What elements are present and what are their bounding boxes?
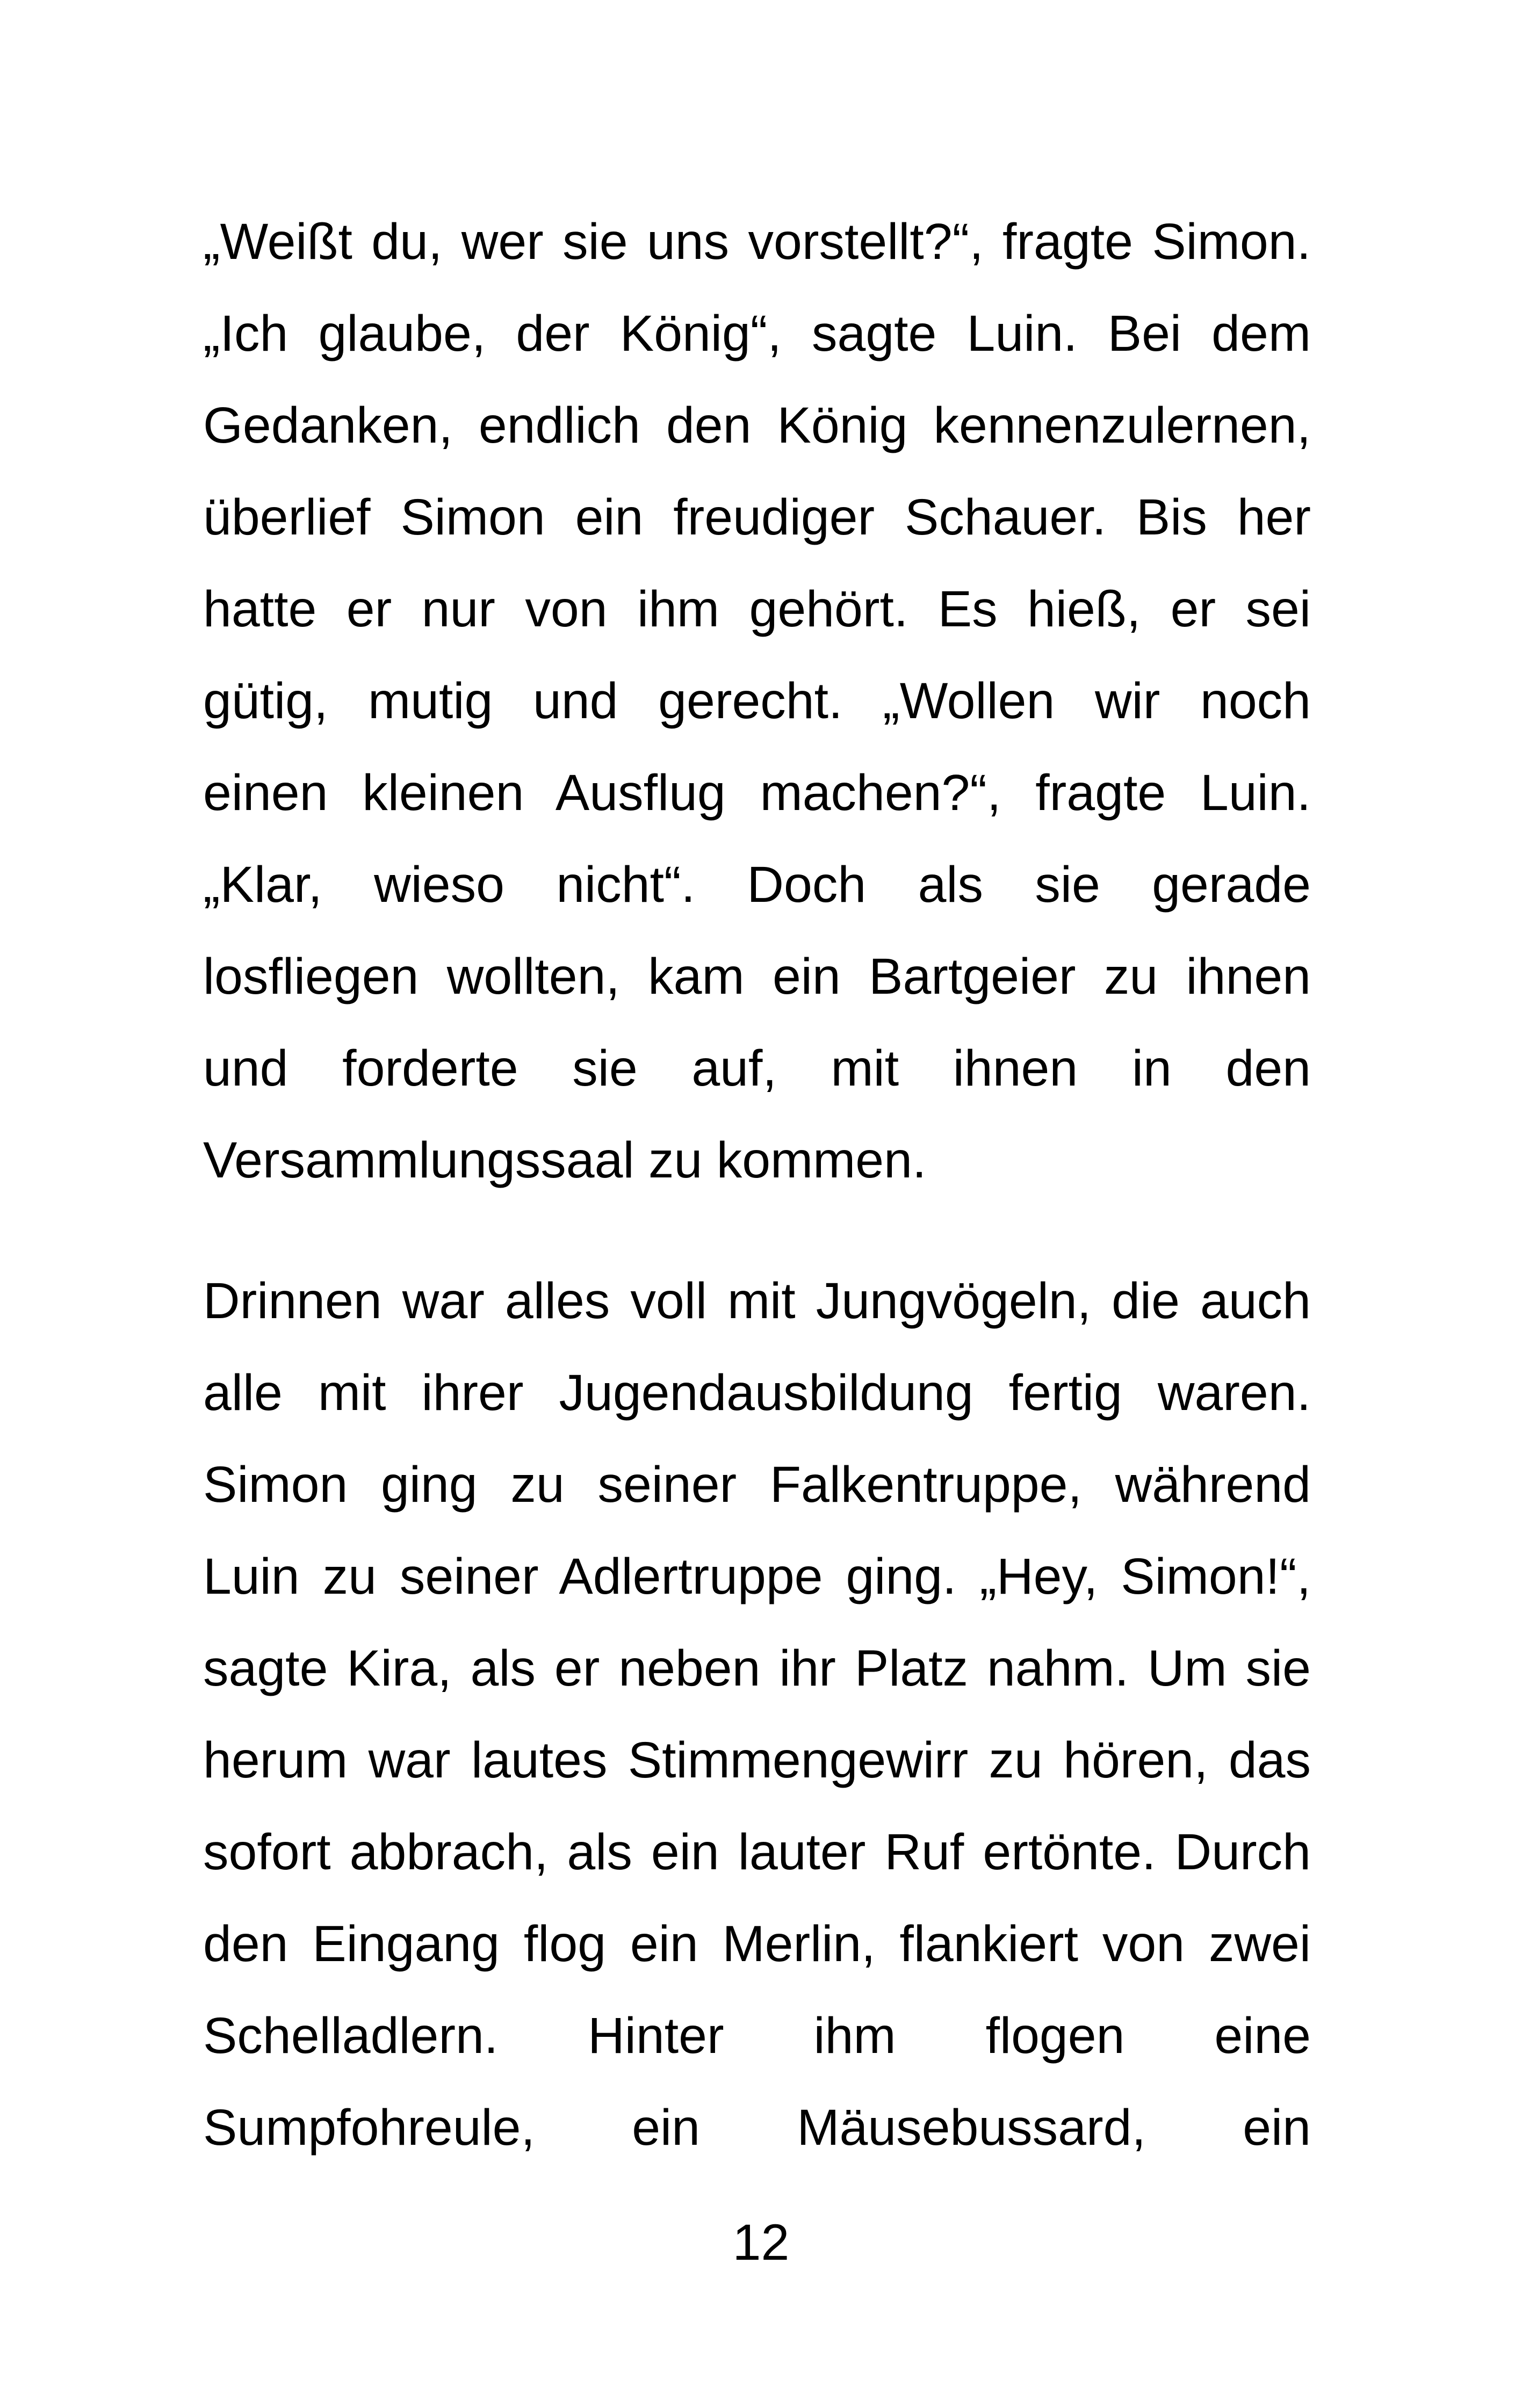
text-line: und forderte sie auf, mit ihnen in den	[203, 1040, 1311, 1097]
text-line: losfliegen wollten, kam ein Bartgeier zu ihnen	[203, 948, 1311, 1005]
paragraph-1	[203, 196, 1311, 1206]
text-line: Versammlungssaal zu kommen.	[203, 1132, 927, 1189]
page-number: 12	[732, 2214, 790, 2271]
text-line: „Weißt du, wer sie uns vorstellt?“, fragte Simon.	[203, 213, 1311, 270]
text-line: herum war lautes Stimmengewirr zu hören, das	[203, 1732, 1311, 1789]
text-line: sagte Kira, als er neben ihr Platz nahm. Um sie	[203, 1640, 1311, 1697]
text-line: gütig, mutig und gerecht. „Wollen wir noch	[203, 672, 1311, 729]
text-line: Sumpfohreule, ein Mäusebussard, ein	[203, 2099, 1311, 2156]
text-line: Simon ging zu seiner Falkentruppe, während	[203, 1456, 1311, 1513]
text-line: Luin zu seiner Adlertruppe ging. „Hey, Simon!“,	[203, 1548, 1311, 1605]
text-line: überlief Simon ein freudiger Schauer. Bis her	[203, 489, 1311, 546]
text-line: einen kleinen Ausflug machen?“, fragte Luin.	[203, 764, 1311, 821]
text-line: Drinnen war alles voll mit Jungvögeln, die auch	[203, 1272, 1311, 1329]
text-line: den Eingang flog ein Merlin, flankiert von zwei	[203, 1915, 1311, 1972]
text-line: hatte er nur von ihm gehört. Es hieß, er sei	[203, 581, 1311, 638]
text-line: „Klar, wieso nicht“. Doch als sie gerade	[203, 856, 1311, 913]
paragraph-2	[203, 1255, 1311, 2174]
text-line: sofort abbrach, als ein lauter Ruf ertönte. Durch	[203, 1824, 1311, 1881]
text-line: alle mit ihrer Jugendausbildung fertig waren.	[203, 1364, 1311, 1421]
text-line: Gedanken, endlich den König kennenzulernen,	[203, 397, 1311, 454]
text-line: „Ich glaube, der König“, sagte Luin. Bei dem	[203, 305, 1311, 362]
text-line: Schelladlern. Hinter ihm flogen eine	[203, 2007, 1311, 2064]
